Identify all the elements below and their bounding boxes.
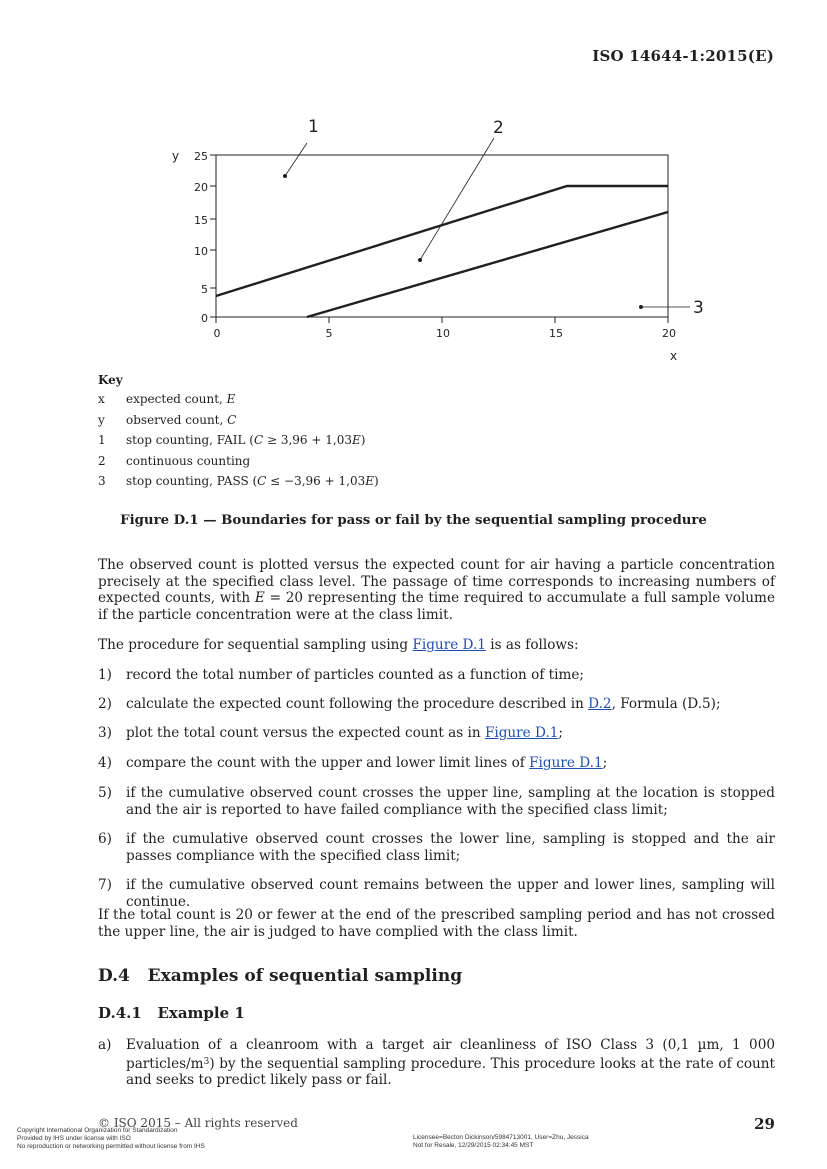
figure-d1-link[interactable]: Figure D.1 (412, 637, 486, 653)
list-number: 1) (98, 667, 112, 683)
list-number: 6) (98, 831, 112, 847)
y-tick-label: 25 (194, 150, 208, 163)
y-tick-label: 10 (194, 245, 208, 258)
y-axis-ticks (210, 155, 216, 317)
figure-key (98, 371, 379, 492)
list-number: 2) (98, 696, 112, 712)
key-text: continuous counting (126, 453, 251, 468)
key-text: stop counting, FAIL (C ≥ 3,96 + 1,03E) (126, 433, 366, 448)
key-symbol: y (98, 412, 105, 427)
key-item (98, 471, 379, 492)
y-tick-label: 15 (194, 214, 208, 227)
list-item: 3) plot the total count versus the expected count as in Figure D.1; (98, 725, 564, 741)
plot-frame (216, 155, 668, 317)
x-axis-ticks (216, 317, 668, 323)
key-symbol: 1 (98, 433, 106, 448)
x-tick-label: 15 (549, 327, 563, 340)
x-axis-label: x (670, 349, 678, 363)
y-axis-label: y (172, 149, 180, 163)
key-item (98, 389, 379, 410)
list-number: 4) (98, 755, 112, 771)
paragraph-total-count: If the total count is 20 or fewer at the end of the prescribed sampling period and has not crossed the upper line, the air is judged to have complied with the class limit. (98, 907, 775, 940)
key-symbol: 2 (98, 453, 106, 468)
callout-2-label: 2 (493, 118, 504, 138)
callout-2-dot (418, 258, 422, 262)
list-number: 3) (98, 725, 112, 741)
callout-1-dot (283, 174, 287, 178)
callout-2-leader (420, 138, 494, 260)
key-item (98, 410, 379, 431)
upper-limit-line (216, 186, 668, 296)
key-text: stop counting, PASS (C ≤ −3,96 + 1,03E) (126, 474, 379, 489)
list-item: 1) record the total number of particles counted as a function of time; (98, 667, 584, 683)
section-heading-d4: D.4 Examples of sequential sampling (98, 966, 463, 986)
y-tick-label: 0 (201, 312, 208, 325)
callout-1-label: 1 (308, 117, 319, 137)
copyright-notice: © ISO 2015 – All rights reserved (98, 1116, 298, 1130)
y-tick-label: 20 (194, 181, 208, 194)
list-item: 7) if the cumulative observed count remains between the upper and lower lines, sampling will continue. (98, 877, 775, 910)
page-number: 29 (754, 1115, 775, 1133)
x-tick-label: 0 (213, 327, 221, 340)
d2-link[interactable]: D.2 (588, 696, 612, 712)
list-item: 5) if the cumulative observed count crosses the upper line, sampling at the location is stopped and the air is reported to have failed compliance with the specified class limit; (98, 785, 775, 818)
y-axis-tick-labels (194, 150, 208, 325)
paragraph-procedure-intro: The procedure for sequential sampling using Figure D.1 is as follows: (98, 637, 579, 653)
x-axis-tick-labels (214, 327, 677, 340)
key-item (98, 451, 379, 472)
x-tick-label: 10 (436, 327, 450, 340)
paragraph-observed-count: The observed count is plotted versus the expected count for air having a particle concentration precisely at the specified class level. The passage of time corresponds to increasing numbers of expected counts, with E = 20 representing the time required to accumulate a full sample volume if the particle concentration were at the class limit. (98, 557, 775, 623)
figure-caption: Figure D.1 — Boundaries for pass or fail by the sequential sampling procedure (120, 513, 707, 528)
lower-limit-line (307, 212, 668, 317)
list-number: 7) (98, 877, 112, 893)
license-watermark-left: Copyright International Organization for Standardization Provided by IHS under license with ISO No reproduction or networking permitted without license from IHS (17, 1127, 205, 1150)
y-tick-label: 5 (201, 283, 208, 296)
list-letter: a) (98, 1037, 112, 1053)
x-tick-label: 20 (662, 327, 676, 340)
x-tick-label: 5 (325, 327, 333, 340)
figure-d1-chart (0, 0, 827, 370)
figure-d1-link[interactable]: Figure D.1 (484, 725, 559, 741)
license-watermark-right: Licensee=Becton Dickinson/5984713001, User=Zhu, Jessica Not for Resale, 12/29/2015 02:34:45 MST (413, 1134, 589, 1149)
callout-3-label: 3 (693, 298, 704, 318)
list-item: 4) compare the count with the upper and lower limit lines of Figure D.1; (98, 755, 608, 771)
callout-3-dot (639, 305, 643, 309)
key-item (98, 430, 379, 451)
standard-identifier: ISO 14644-1:2015(E) (592, 47, 774, 65)
key-text: observed count, C (126, 412, 237, 427)
callout-1-leader (285, 143, 307, 176)
subsection-heading-d41: D.4.1 Example 1 (98, 1004, 245, 1022)
list-item-a: a) Evaluation of a cleanroom with a target air cleanliness of ISO Class 3 (0,1 µm, 1 000 particles/$m^3$) by the sequential sampling procedure. This procedure looks at the rate of count and seeks to predict likely pass or fail. (98, 1037, 775, 1089)
list-number: 5) (98, 785, 112, 801)
key-title: Key (98, 373, 123, 387)
figure-d1-link[interactable]: Figure D.1 (529, 755, 603, 771)
key-symbol: x (98, 392, 105, 406)
list-item: 6) if the cumulative observed count crosses the lower line, sampling is stopped and the air passes compliance with the specified class limit; (98, 831, 775, 864)
key-symbol: 3 (98, 474, 106, 489)
list-item: 2) calculate the expected count following the procedure described in D.2, Formula (D.5); (98, 696, 721, 712)
key-text: expected count, E (126, 392, 236, 406)
